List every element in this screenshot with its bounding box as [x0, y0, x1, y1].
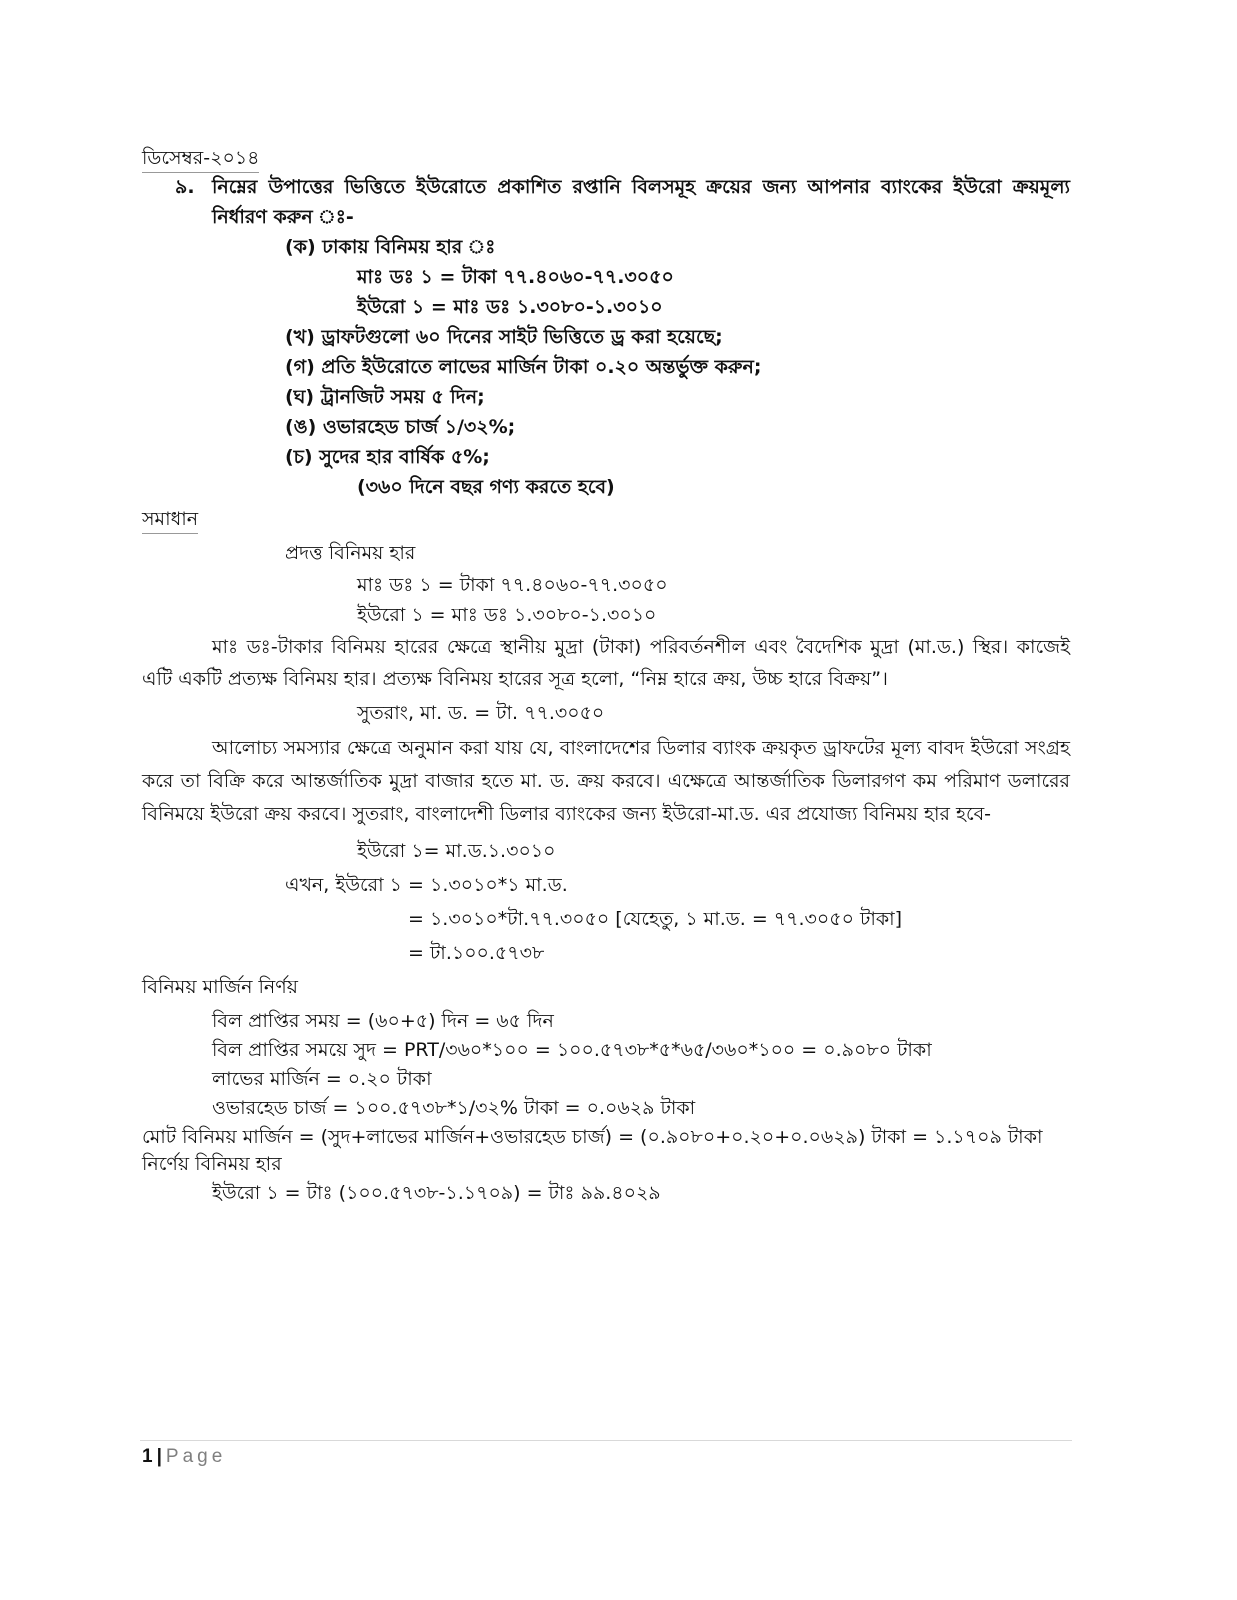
calculation-step-2: = ১.৩০১০*টা.৭৭.৩০৫০ [যেহেতু, ১ মা.ড. = ৭৭.৩০৫০ টাকা] [408, 908, 903, 930]
given-rate-euro: ইউরো ১ = মাঃ ডঃ ১.৩০৮০-১.৩০১০ [357, 604, 657, 626]
question-text-line-2: নির্ধারণ করুন ঃ- [212, 206, 354, 228]
paragraph-1-line-2: এটি একটি প্রত্যক্ষ বিনিময় হার। প্রত্যক্ষ বিনিময় হারের সূত্র হলো, “নিম্ন হারে ক্রয়, উচ্চ হারে বিক্রয়”। [142, 668, 888, 690]
question-text-line-1: নিম্নের উপাত্তের ভিত্তিতে ইউরোতে প্রকাশিত রপ্তানি বিলসমূহ ক্রয়ের জন্য আপনার ব্যাংকের ইউরো ক্রয়মূল্য [212, 176, 1070, 198]
calculation-step-1: এখন, ইউরো ১ = ১.৩০১০*১ মা.ড. [285, 874, 568, 896]
paragraph-1-line-1: মাঃ ডঃ-টাকার বিনিময় হারের ক্ষেত্রে স্থানীয় মুদ্রা (টাকা) পরিবর্তনশীল এবং বৈদেশিক মুদ্রা (মা.ড.) স্থির। কাজেই [212, 636, 1070, 658]
margin-line-period: বিল প্রাপ্তির সময় = (৬০+৫) দিন = ৬৫ দিন [212, 1010, 554, 1032]
question-item-cha: (চ) সুদের হার বার্ষিক ৫%; [285, 446, 490, 468]
page-footer [142, 1446, 226, 1468]
question-note: (৩৬০ দিনে বছর গণ্য করতে হবে) [357, 476, 615, 498]
margin-line-interest: বিল প্রাপ্তির সময়ে সুদ = PRT/৩৬০*১০০ = ১০০.৫৭৩৮*৫*৬৫/৩৬০*১০০ = ০.৯০৮০ টাকা [212, 1039, 932, 1061]
final-rate-heading: নির্ণেয় বিনিময় হার [142, 1153, 282, 1175]
page-number: 1 [142, 1446, 153, 1467]
margin-heading: বিনিময় মার্জিন নির্ণয় [142, 976, 298, 998]
footer-divider [140, 1440, 1072, 1441]
question-item-ka: (ক) ঢাকায় বিনিময় হার ঃ [285, 236, 496, 258]
solution-heading: সমাধান [142, 506, 198, 534]
page-label: Page [165, 1446, 227, 1467]
usd-rate-result: সুতরাং, মা. ড. = টা. ৭৭.৩০৫০ [357, 702, 605, 724]
question-item-ga: (গ) প্রতি ইউরোতে লাভের মার্জিন টাকা ০.২০ অন্তর্ভুক্ত করুন; [285, 356, 762, 378]
question-rate-euro: ইউরো ১ = মাঃ ডঃ ১.৩০৮০-১.৩০১০ [357, 296, 663, 318]
question-rate-usd: মাঃ ডঃ ১ = টাকা ৭৭.৪০৬০-৭৭.৩০৫০ [357, 266, 674, 288]
calculation-step-3: = টা.১০০.৫৭৩৮ [408, 942, 545, 964]
paragraph-2-line-3: বিনিময়ে ইউরো ক্রয় করবে। সুতরাং, বাংলাদেশী ডিলার ব্যাংকের জন্য ইউরো-মা.ড. এর প্রযোজ্য বিনিময় হার হবে- [142, 803, 992, 825]
applicable-euro-rate: ইউরো ১= মা.ড.১.৩০১০ [357, 840, 556, 862]
total-margin: মোট বিনিময় মার্জিন = (সুদ+লাভের মার্জিন+ওভারহেড চার্জ) = (০.৯০৮০+০.২০+০.০৬২৯) টাকা = ১.১৭০৯ টাকা [142, 1126, 1043, 1148]
given-rate-usd: মাঃ ডঃ ১ = টাকা ৭৭.৪০৬০-৭৭.৩০৫০ [357, 574, 668, 596]
question-item-umo: (ঙ) ওভারহেড চার্জ ১/৩২%; [285, 416, 516, 438]
paragraph-2-line-1: আলোচ্য সমস্যার ক্ষেত্রে অনুমান করা যায় যে, বাংলাদেশের ডিলার ব্যাংক ক্রয়কৃত ড্রাফটের মূল্য বাবদ ইউরো সংগ্রহ [212, 737, 1070, 759]
paragraph-2-line-2: করে তা বিক্রি করে আন্তর্জাতিক মুদ্রা বাজার হতে মা. ড. ক্রয় করবে। এক্ষেত্রে আন্তর্জাতিক ডিলারগণ কম পরিমাণ ডলারের [142, 770, 1070, 792]
question-item-gha: (ঘ) ট্রানজিট সময় ৫ দিন; [285, 386, 485, 408]
margin-line-profit: লাভের মার্জিন = ০.২০ টাকা [212, 1068, 432, 1090]
given-rate-label: প্রদত্ত বিনিময় হার [285, 542, 416, 564]
question-item-kha: (খ) ড্রাফটগুলো ৬০ দিনের সাইট ভিত্তিতে ড্র করা হয়েছে; [285, 326, 723, 348]
footer-separator: | [156, 1446, 162, 1467]
margin-line-overhead: ওভারহেড চার্জ = ১০০.৫৭৩৮*১/৩২% টাকা = ০.০৬২৯ টাকা [212, 1097, 696, 1119]
final-rate-result: ইউরো ১ = টাঃ (১০০.৫৭৩৮-১.১৭০৯) = টাঃ ৯৯.৪০২৯ [212, 1182, 661, 1204]
question-number: ৯. [175, 176, 195, 198]
section-heading: ডিসেম্বর-২০১৪ [142, 145, 259, 173]
